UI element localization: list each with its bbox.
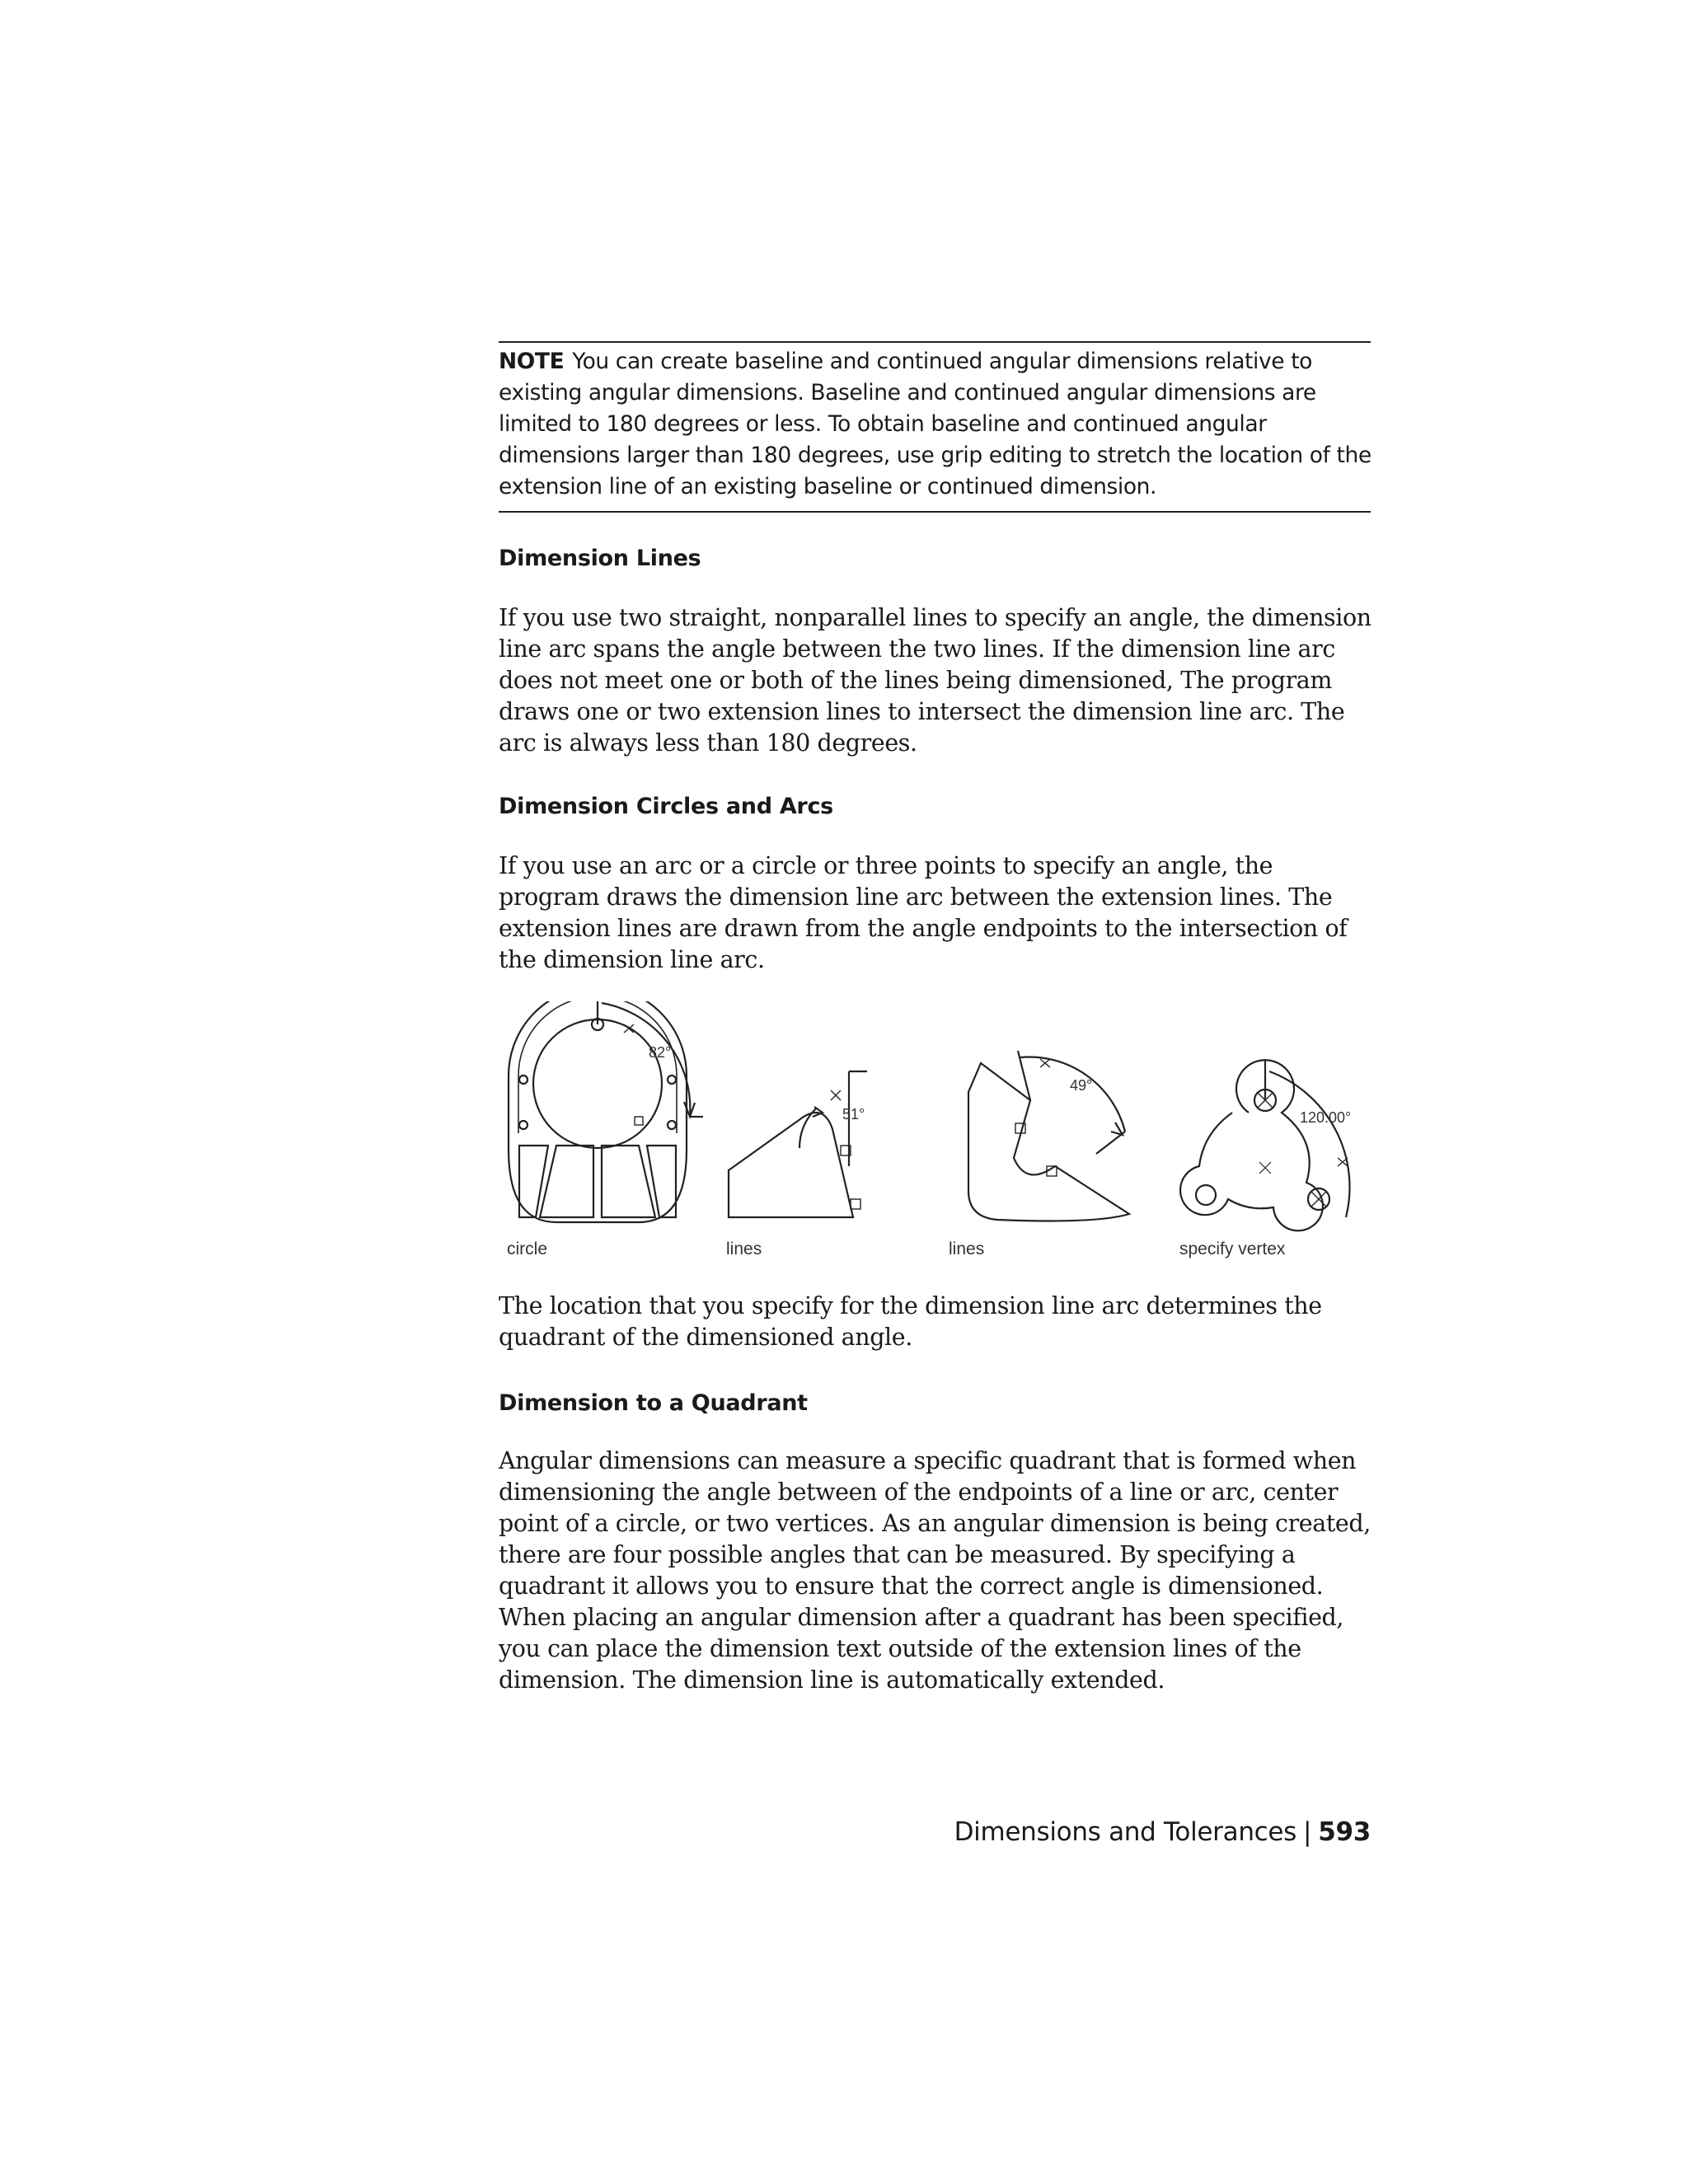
circle-example [509, 1001, 703, 1222]
dim-label-51: 51° [842, 1106, 865, 1122]
paragraph-dimension-circles-arcs: If you use an arc or a circle or three points to specify an angle, the program draws the dimension line arc between the extension lines. The extension lines are drawn from the angle endpoints to the intersection of the dimension line arc. [499, 852, 1348, 973]
note-block [499, 346, 1372, 503]
page-number: 593 [1318, 1817, 1371, 1847]
footer-chapter: Dimensions and Tolerances [954, 1817, 1297, 1847]
heading-dimension-lines: Dimension Lines [499, 546, 701, 571]
note-text: You can create baseline and continued angular dimensions relative to existing angular dimensions. Baseline and continued angular dimensions are limited to 180 degrees or less. To obtain baseline and continued angular dimensions larger than 180 degrees, use grip editing to stretch the location of the extension line of an existing baseline or continued dimension. [499, 349, 1372, 499]
footer-separator: | [1303, 1817, 1312, 1847]
paragraph-after-figure: The location that you specify for the dimension line arc determines the quadrant of the dimensioned angle. [499, 1292, 1322, 1351]
dim-label-82: 82° [649, 1044, 672, 1061]
note-bottom-rule [499, 511, 1371, 513]
note-top-rule [499, 341, 1371, 343]
heading-dimension-quadrant: Dimension to a Quadrant [499, 1390, 808, 1416]
heading-dimension-circles-arcs: Dimension Circles and Arcs [499, 794, 833, 819]
dim-label-49: 49° [1070, 1077, 1093, 1094]
caption-specify-vertex: specify vertex [1179, 1240, 1286, 1258]
page-footer [954, 1817, 1371, 1847]
lines-example-1 [729, 1071, 867, 1217]
caption-lines-2: lines [949, 1240, 985, 1258]
specify-vertex-example [1180, 1059, 1352, 1230]
caption-circle: circle [507, 1240, 548, 1258]
caption-lines-1: lines [726, 1240, 762, 1258]
lines-example-2 [968, 1051, 1129, 1221]
dim-label-120: 120.00° [1300, 1109, 1352, 1126]
paragraph-dimension-lines: If you use two straight, nonparallel lines to specify an angle, the dimension line arc spans the angle between the two lines. If the dimension line arc does not meet one or both of the lines being dimensioned, The program draws one or two extension lines to intersect the dimension line arc. The arc is always less than 180 degrees. [499, 604, 1372, 757]
paragraph-dimension-quadrant: Angular dimensions can measure a specific quadrant that is formed when dimensioning the angle between of the endpoints of a line or arc, center point of a circle, or two vertices. As an angular dimension is being created, there are four possible angles that can be measured. By specifying a quadrant it allows you to ensure that the correct angle is dimensioned. When placing an angular dimension after a quadrant has been specified, you can place the dimension text outside of the extension lines of the dimension. The dimension line is automatically extended. [499, 1447, 1371, 1694]
note-label: NOTE [499, 349, 565, 374]
angular-dimension-figure [499, 1001, 1372, 1277]
figure-svg [499, 1001, 1372, 1273]
